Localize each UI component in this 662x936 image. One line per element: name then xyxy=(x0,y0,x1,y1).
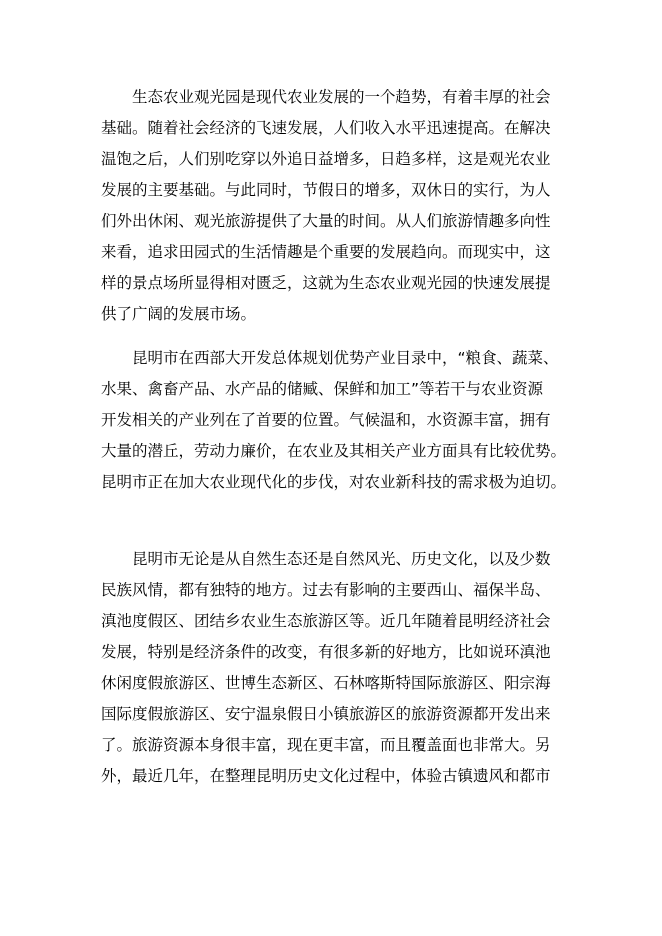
paragraph-2-line-4: 大量的潜丘，劳动力廉价，在农业及其相关产业方面具有比较优势。 xyxy=(101,442,567,460)
paragraph-1-line-3: 温饱之后，人们别吃穿以外追日益增多，日趋多样，这是观光农业 xyxy=(101,150,551,168)
paragraph-1-line-7: 样的景点场所显得相对匮乏，这就为生态农业观光园的快速发展提 xyxy=(101,274,551,292)
paragraph-3-line-2: 民族风情，都有独特的地方。过去有影响的主要西山、福保半岛、 xyxy=(101,581,551,599)
paragraph-1-line-5: 们外出休闲、观光旅游提供了大量的时间。从人们旅游情趣多向性 xyxy=(101,212,551,230)
paragraph-3-line-6: 国际度假旅游区、安宁温泉假日小镇旅游区的旅游资源都开发出来 xyxy=(101,705,551,723)
paragraph-1-line-2: 基础。随着社会经济的飞速发展，人们收入水平迅速提高。在解决 xyxy=(101,119,551,137)
paragraph-3-line-7: 了。旅游资源本身很丰富，现在更丰富，而且覆盖面也非常大。另 xyxy=(101,736,551,754)
paragraph-1-line-6: 来看，追求田园式的生活情趣是个重要的发展趋向。而现实中，这 xyxy=(101,243,551,261)
paragraph-2-line-2: 水果、禽畜产品、水产品的储臧、保鲜和加工”等若干与农业资源 xyxy=(101,380,544,398)
paragraph-3-line-5: 休闲度假旅游区、世博生态新区、石林喀斯特国际旅游区、阳宗海 xyxy=(101,674,551,692)
paragraph-3-line-8: 外，最近几年，在整理昆明历史文化过程中，体验古镇遗风和都市 xyxy=(101,767,551,785)
paragraph-3-line-1: 昆明市无论是从自然生态还是自然风光、历史文化，以及少数 xyxy=(132,550,551,568)
paragraph-2-line-5: 昆明市正在加大农业现代化的步伐，对农业新科技的需求极为迫切。 xyxy=(101,473,567,491)
paragraph-3-line-3: 滇池度假区、团结乡农业生态旅游区等。近几年随着昆明经济社会 xyxy=(101,612,551,630)
paragraph-2-line-3: 开发相关的产业列在了首要的位置。气候温和，水资源丰富，拥有 xyxy=(101,411,551,429)
paragraph-2-line-1: 昆明市在西部大开发总体规划优势产业目录中，“粮食、蔬菜、 xyxy=(132,349,559,367)
paragraph-3-line-4: 发展，特别是经济条件的改变，有很多新的好地方，比如说环滇池 xyxy=(101,643,551,661)
paragraph-1-line-4: 发展的主要基础。与此同时，节假日的增多，双休日的实行，为人 xyxy=(101,181,551,199)
paragraph-1-line-8: 供了广阔的发展市场。 xyxy=(101,305,257,323)
paragraph-1-line-1: 生态农业观光园是现代农业发展的一个趋势，有着丰厚的社会 xyxy=(132,88,551,106)
